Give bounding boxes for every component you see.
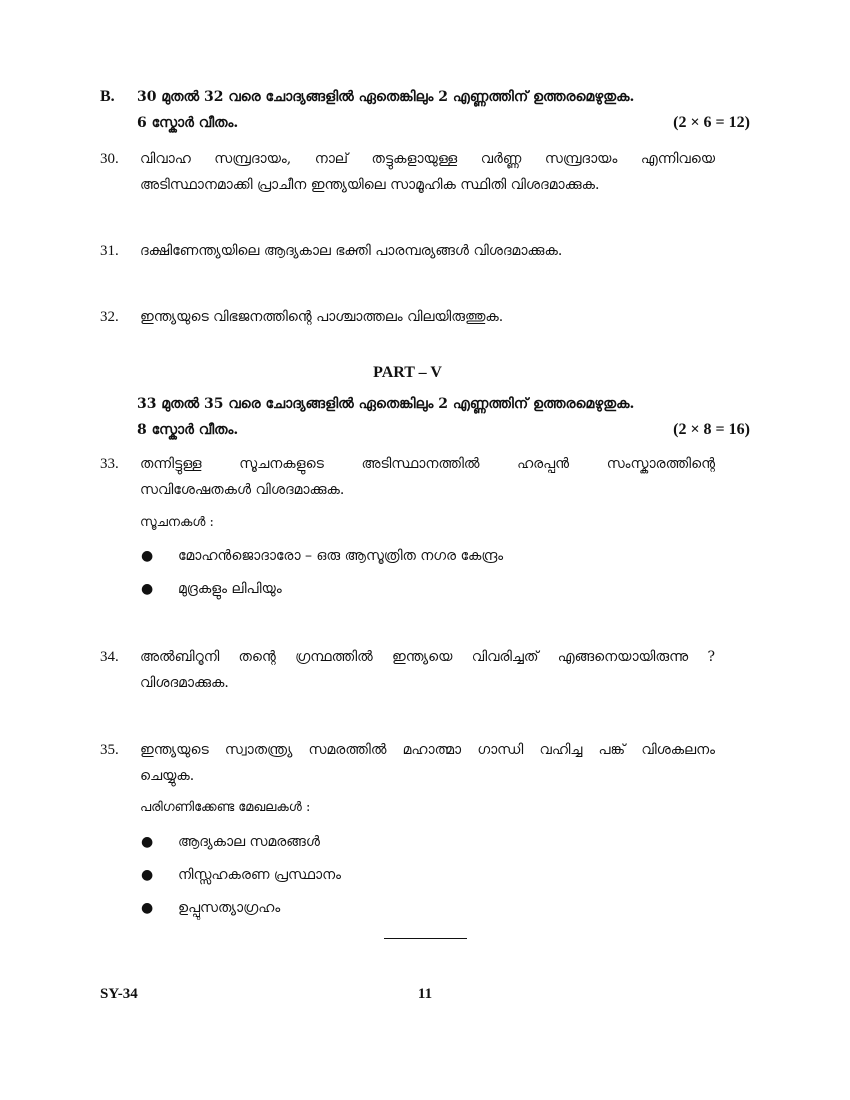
part-heading: PART – V	[373, 364, 442, 381]
question-34-line2: വിശദമാക്കുക.	[140, 675, 229, 691]
question-number: 35.	[100, 742, 119, 758]
page-number: 11	[417, 986, 433, 1002]
section-letter: B.	[100, 88, 115, 105]
question-35-line1: ഇന്ത്യയുടെ സ്വാതന്ത്ര്യ സമരത്തിൽ മഹാത്മാ ഗാന്ധി വഹിച്ച പങ്ക് വിശകലനം	[140, 742, 715, 758]
question-32-text: ഇന്ത്യയുടെ വിഭജനത്തിന്റെ പാശ്ചാത്തലം വിലയിരുത്തുക.	[140, 309, 504, 325]
question-number: 30.	[100, 151, 119, 167]
hint-item: മുദ്രകളും ലിപിയും	[178, 581, 282, 597]
hints-label: സൂചനകൾ :	[140, 515, 214, 530]
end-rule	[384, 938, 467, 939]
area-item: നിസ്സഹകരണ പ്രസ്ഥാനം	[178, 867, 341, 883]
area-item: ഉപ്പുസത്യാഗ്രഹം	[178, 900, 281, 916]
part-v-score: 8 സ്കോർ വീതം.	[137, 422, 239, 438]
hint-item: മോഹൻജൊദാരോ – ഒരു ആസൂത്രിത നഗര കേന്ദ്രം	[178, 548, 504, 564]
section-b-instruction: 30 മുതൽ 32 വരെ ചോദ്യങ്ങളിൽ ഏതെങ്കിലും 2 എണ്ണത്തിന് ഉത്തരമെഴുതുക.	[137, 89, 635, 105]
question-31-text: ദക്ഷിണേന്ത്യയിലെ ആദ്യകാല ഭക്തി പാരമ്പര്യങ്ങൾ വിശദമാക്കുക.	[140, 243, 563, 259]
area-item: ആദ്യകാല സമരങ്ങൾ	[178, 834, 320, 850]
part-v-instruction: 33 മുതൽ 35 വരെ ചോദ്യങ്ങളിൽ ഏതെങ്കിലും 2 എണ്ണത്തിന് ഉത്തരമെഴുതുക.	[137, 396, 635, 412]
bullet-icon: ●	[141, 900, 154, 916]
question-33-line1: തന്നിട്ടുള്ള സൂചനകളുടെ അടിസ്ഥാനത്തിൽ ഹരപ്പൻ സംസ്കാരത്തിന്റെ	[140, 456, 715, 472]
section-b-marks: (2 × 6 = 12)	[673, 114, 750, 131]
areas-label: പരിഗണിക്കേണ്ട മേഖലകൾ :	[140, 800, 311, 815]
question-30-line1: വിവാഹ സമ്പ്രദായം, നാല് തട്ടുകളായുള്ള വർണ്ണ സമ്പ്രദായം എന്നിവയെ	[140, 151, 715, 167]
bullet-icon: ●	[141, 548, 154, 564]
bullet-icon: ●	[141, 867, 154, 883]
question-number: 31.	[100, 243, 119, 259]
paper-code: SY-34	[100, 986, 138, 1002]
bullet-icon: ●	[141, 581, 154, 597]
question-number: 32.	[100, 309, 119, 325]
question-33-line2: സവിശേഷതകൾ വിശദമാക്കുക.	[140, 482, 345, 498]
section-b-score: 6 സ്കോർ വീതം.	[137, 115, 239, 131]
question-30-line2: അടിസ്ഥാനമാക്കി പ്രാചീന ഇന്ത്യയിലെ സാമൂഹിക സ്ഥിതി വിശദമാക്കുക.	[140, 177, 600, 193]
part-v-marks: (2 × 8 = 16)	[673, 421, 750, 438]
question-number: 33.	[100, 456, 119, 472]
question-35-line2: ചെയ്യുക.	[140, 768, 195, 784]
bullet-icon: ●	[141, 834, 154, 850]
question-number: 34.	[100, 649, 119, 665]
question-34-line1: അൽബിറൂനി തന്റെ ഗ്രന്ഥത്തിൽ ഇന്ത്യയെ വിവരിച്ചത് എങ്ങനെയായിരുന്നു ?	[140, 649, 715, 665]
